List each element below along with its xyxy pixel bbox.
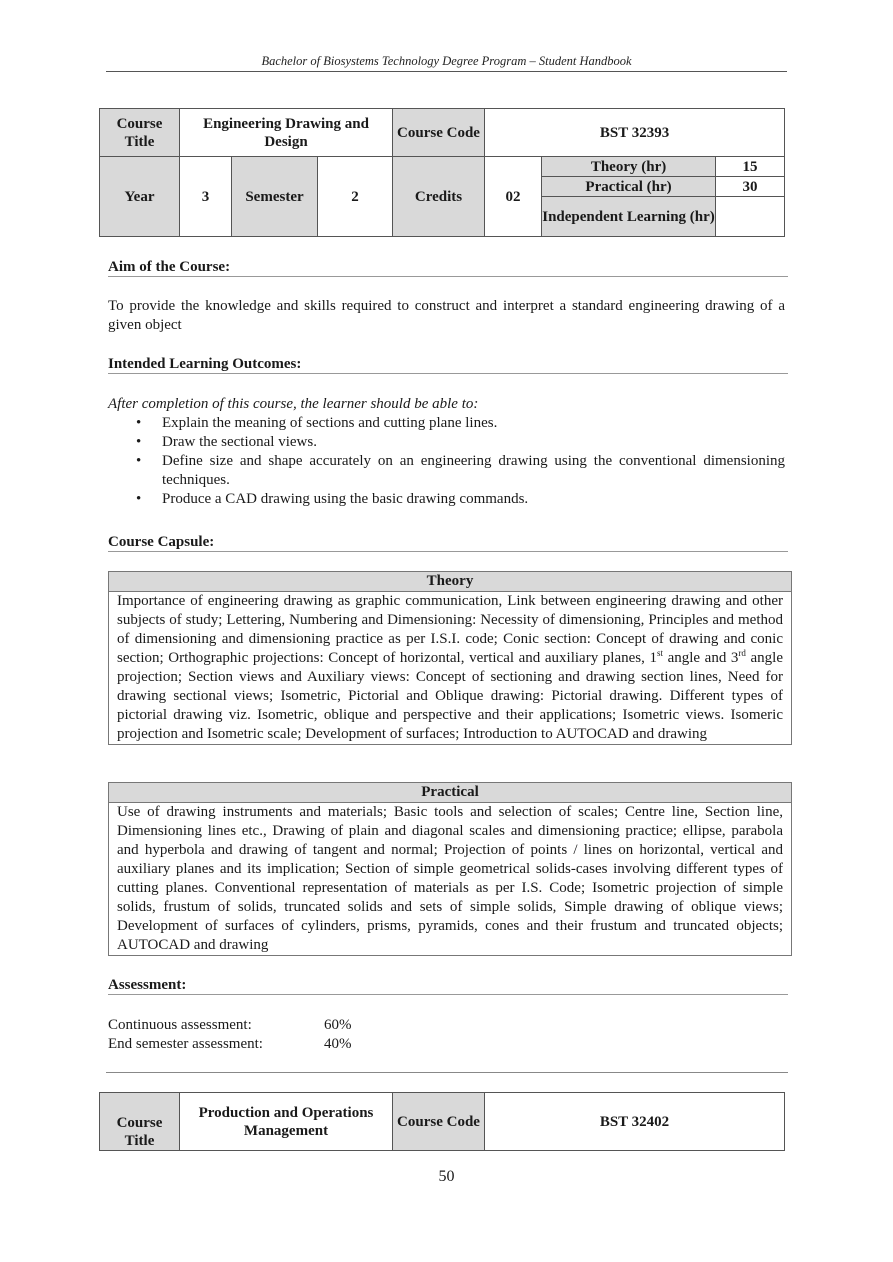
- next-course-info-table: [99, 1092, 785, 1151]
- practical-box: [108, 782, 792, 956]
- aim-heading: Aim of the Course:: [108, 258, 788, 277]
- aim-text: To provide the knowledge and skills required to construct and interpret a standard engineering drawing of a given object: [108, 298, 785, 333]
- practical-text: Use of drawing instruments and materials; Basic tools and selection of scales; Centre line, Section line, Dimensioning lines etc., Drawing of plain and diagonal scales and dimensioning practice; ellipse, parabola and hyperbola and drawing of tangent and normal; Projection of points / lines on horizontal, vertical and auxiliary planes and its implication; Section of simple geometrical solids-cases involving different types of cutting planes. Conventional representation of materials as per I.S. Code; Isometric projection of simple solids, frustum of solids, truncated solids and sets of simple solids, Simple drawing of oblique views; Development of surfaces of cylinders, prisms, pyramids, cones and their frustum and truncated objects; AUTOCAD and drawing: [117, 804, 783, 953]
- capsule-heading: Course Capsule:: [108, 533, 788, 552]
- theory-hours-label: Theory (hr): [542, 157, 716, 177]
- theory-text-part: angle and 3: [662, 650, 739, 666]
- ilo-heading: Intended Learning Outcomes:: [108, 355, 788, 374]
- superscript: rd: [738, 648, 746, 658]
- year-value: 3: [180, 157, 232, 237]
- credits-label: Credits: [393, 157, 485, 237]
- assessment-row: [108, 1016, 352, 1035]
- theory-hours-value: 15: [716, 157, 785, 177]
- theory-text: [109, 592, 791, 744]
- assessment-label: Continuous assessment:: [108, 1017, 252, 1033]
- ilo-intro: After completion of this course, the learner should be able to:: [108, 396, 479, 412]
- credits-value: 02: [485, 157, 542, 237]
- year-label: Year: [100, 157, 180, 237]
- course-info-table: [99, 108, 785, 237]
- running-header: Bachelor of Biosystems Technology Degree Program – Student Handbook: [106, 54, 787, 72]
- course-code-label: Course Code: [393, 1093, 485, 1151]
- assessment-heading: Assessment:: [108, 976, 788, 995]
- ilo-item: • Produce a CAD drawing using the basic drawing commands.: [108, 490, 785, 509]
- superscript: st: [656, 648, 663, 658]
- ilo-list: [108, 414, 785, 509]
- theory-box: [108, 571, 792, 745]
- course-title-label: Course Title: [100, 109, 180, 157]
- course-code-value: BST 32402: [485, 1093, 785, 1151]
- theory-text-part: angle projection; Section views and Auxiliary views: Concept of sectioning and drawing section lines, Need for drawing sectional views; Isometric, Pictorial and Oblique drawing: Pictorial drawing. Different types of pictorial drawing viz. Isometric, oblique and perspective and their applications; Isometric views. Isomeric projection and Isometric scale; Development of surfaces; Introduction to AUTOCAD and drawing: [117, 650, 784, 742]
- assessment-label: End semester assessment:: [108, 1036, 263, 1052]
- semester-label: Semester: [232, 157, 318, 237]
- section-divider: [106, 1072, 788, 1073]
- course-title-label: Course Title: [100, 1093, 180, 1151]
- practical-hours-value: 30: [716, 177, 785, 197]
- ilo-item: • Explain the meaning of sections and cutting plane lines.: [108, 414, 785, 433]
- theory-text-part: Importance of engineering drawing as graphic communication, Link between engineering drawing and other subjects of study; Lettering, Numbering and Dimensioning: Necessity of dimensioning, Principles and method of dimensioning and dimensioning practice as per I.S.I. code; Conic section: Concept of drawing and conic section; Orthographic projections: Concept of horizontal, vertical and auxiliary planes, 1: [117, 593, 783, 666]
- practical-title: Practical: [109, 783, 791, 803]
- semester-value: 2: [318, 157, 393, 237]
- assessment-value: 60%: [324, 1017, 352, 1033]
- theory-title: Theory: [109, 572, 791, 592]
- independent-hours-value: [716, 197, 785, 237]
- assessment-table: [108, 1016, 352, 1054]
- assessment-row: [108, 1035, 352, 1054]
- course-code-label: Course Code: [393, 109, 485, 157]
- assessment-value: 40%: [324, 1036, 352, 1052]
- course-title-value: Engineering Drawing and Design: [180, 109, 393, 157]
- independent-hours-label: Independent Learning (hr): [542, 197, 716, 237]
- practical-hours-label: Practical (hr): [542, 177, 716, 197]
- ilo-item: • Draw the sectional views.: [108, 433, 785, 452]
- page-number: 50: [438, 1168, 455, 1185]
- course-code-value: BST 32393: [485, 109, 785, 157]
- course-title-value: Production and Operations Management: [180, 1093, 393, 1151]
- ilo-item: • Define size and shape accurately on an engineering drawing using the conventional dimensioning techniques.: [108, 452, 785, 490]
